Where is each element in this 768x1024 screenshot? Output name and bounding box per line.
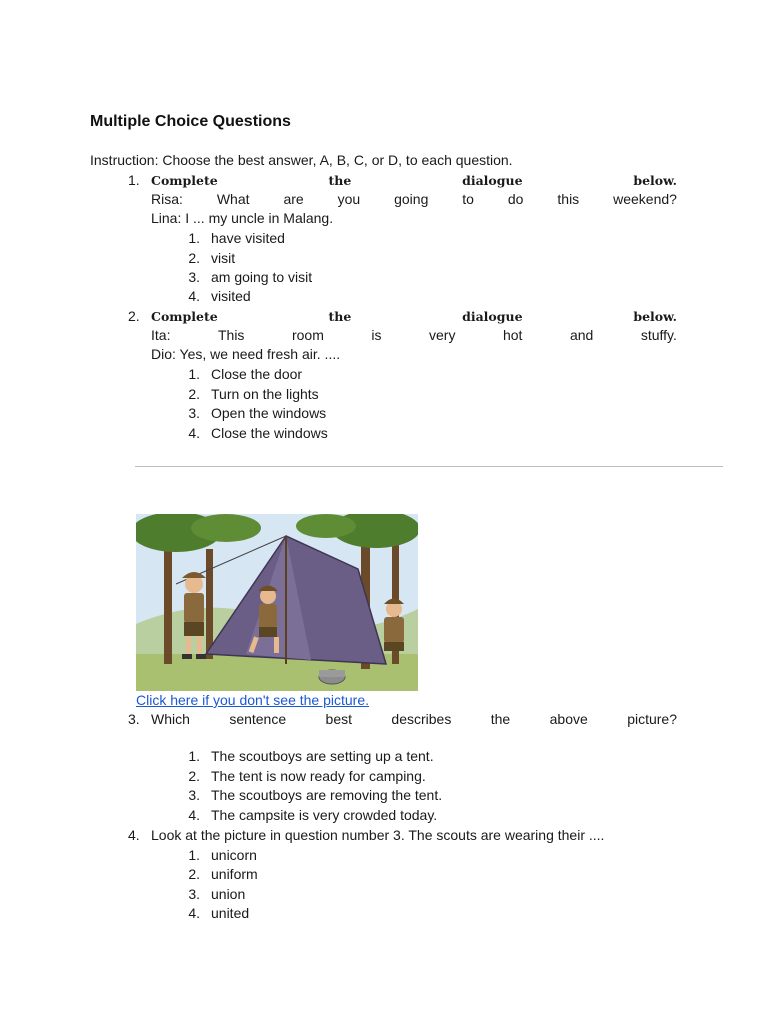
dialogue-word: and	[569, 327, 594, 343]
dialogue-line: Dio: Yes, we need fresh air. ....	[151, 346, 341, 362]
answer-option[interactable]	[0, 365, 768, 385]
option-number: 1.	[188, 846, 200, 863]
answer-option[interactable]	[0, 287, 768, 307]
dialogue-word: very	[429, 327, 456, 343]
option-number: 4.	[188, 904, 200, 921]
option-text: unicorn	[211, 846, 257, 863]
option-text: Close the door	[211, 366, 303, 382]
answer-option[interactable]	[0, 806, 768, 826]
option-number: 1.	[188, 230, 200, 246]
stem-word: describes	[391, 711, 452, 727]
stem-word: picture?	[627, 711, 677, 727]
dialogue-word: This	[217, 327, 245, 343]
stem-word: Complete	[151, 173, 218, 188]
dialogue-word: hot	[502, 327, 523, 343]
option-text: Turn on the lights	[211, 385, 319, 402]
answer-option[interactable]	[0, 249, 768, 269]
option-number: 3.	[188, 787, 200, 803]
option-text: The scoutboys are removing the tent.	[211, 787, 443, 803]
question-stem	[151, 710, 677, 729]
picture-fallback-link[interactable]: Click here if you don't see the picture.	[136, 692, 370, 708]
option-number: 2.	[188, 866, 200, 882]
option-text: The tent is now ready for camping.	[211, 767, 426, 784]
option-text: have visited	[211, 230, 285, 246]
question-number: 2.	[128, 308, 140, 324]
stem-word: below.	[633, 173, 677, 188]
question-number: 3.	[128, 711, 140, 727]
option-number: 3.	[188, 405, 200, 421]
option-number: 2.	[188, 767, 200, 784]
answer-option[interactable]	[0, 404, 768, 424]
stem-word: sentence	[229, 711, 287, 727]
option-number: 2.	[188, 249, 200, 266]
answer-option[interactable]	[0, 904, 768, 924]
option-number: 3.	[188, 269, 200, 285]
dialogue-line	[151, 326, 677, 345]
stem-word: the	[490, 711, 511, 727]
stem-word: Complete	[151, 309, 218, 324]
stem-word: the	[328, 173, 352, 188]
option-text: united	[211, 904, 250, 921]
answer-option[interactable]	[0, 786, 768, 806]
stem-word: Which	[151, 711, 190, 727]
dialogue-line	[151, 190, 677, 209]
question-number: 1.	[128, 172, 140, 188]
horizontal-divider	[135, 466, 723, 467]
dialogue-word: What	[216, 191, 250, 207]
dialogue-word: are	[283, 191, 304, 207]
option-text: am going to visit	[211, 269, 313, 285]
scouts-tent-picture	[136, 514, 418, 691]
option-text: visit	[211, 249, 236, 266]
option-text: The campsite is very crowded today.	[211, 806, 438, 823]
stem-word: dialogue	[462, 173, 523, 188]
option-number: 2.	[188, 385, 200, 402]
dialogue-word: stuffy.	[640, 327, 677, 343]
question-stem: Look at the picture in question number 3. The scouts are wearing their ....	[151, 827, 605, 843]
dialogue-word: Risa:	[151, 191, 183, 207]
stem-word: the	[328, 309, 352, 324]
dialogue-word: Ita:	[151, 327, 171, 343]
scout-right	[384, 599, 404, 652]
option-number: 1.	[188, 366, 200, 382]
option-text: The scoutboys are setting up a tent.	[211, 748, 434, 764]
dialogue-word: going	[394, 191, 429, 207]
answer-option[interactable]	[0, 385, 768, 405]
answer-option[interactable]	[0, 767, 768, 787]
question-stem	[151, 171, 677, 190]
dialogue-line: Lina: I ... my uncle in Malang.	[151, 210, 334, 226]
answer-option[interactable]	[0, 885, 768, 905]
answer-option[interactable]	[0, 747, 768, 767]
page-title: Multiple Choice Questions	[90, 113, 291, 130]
option-number: 1.	[188, 748, 200, 764]
option-number: 4.	[188, 424, 200, 441]
answer-option[interactable]	[0, 846, 768, 866]
stem-word: dialogue	[462, 309, 523, 324]
answer-option[interactable]	[0, 229, 768, 249]
dialogue-word: you	[337, 191, 361, 207]
dialogue-word: is	[371, 327, 382, 343]
dialogue-word: room	[291, 327, 324, 343]
option-text: Open the windows	[211, 405, 327, 421]
dialogue-word: weekend?	[613, 191, 677, 207]
option-number: 4.	[188, 288, 200, 304]
stem-word: best	[325, 711, 353, 727]
option-number: 4.	[188, 806, 200, 823]
answer-option[interactable]	[0, 424, 768, 444]
dialogue-word: this	[557, 191, 580, 207]
answer-option[interactable]	[0, 865, 768, 885]
question-number: 4.	[128, 827, 140, 843]
option-text: union	[211, 885, 246, 902]
stem-word: above	[549, 711, 588, 727]
instruction-text: Instruction: Choose the best answer, A, B, C, or D, to each question.	[90, 152, 513, 168]
option-text: uniform	[211, 866, 258, 882]
option-number: 3.	[188, 885, 200, 902]
answer-option[interactable]	[0, 268, 768, 288]
option-text: visited	[211, 288, 251, 304]
dialogue-word: to	[462, 191, 474, 207]
stem-word: below.	[633, 309, 677, 324]
question-stem	[151, 307, 677, 326]
dialogue-word: do	[507, 191, 524, 207]
option-text: Close the windows	[211, 424, 328, 441]
